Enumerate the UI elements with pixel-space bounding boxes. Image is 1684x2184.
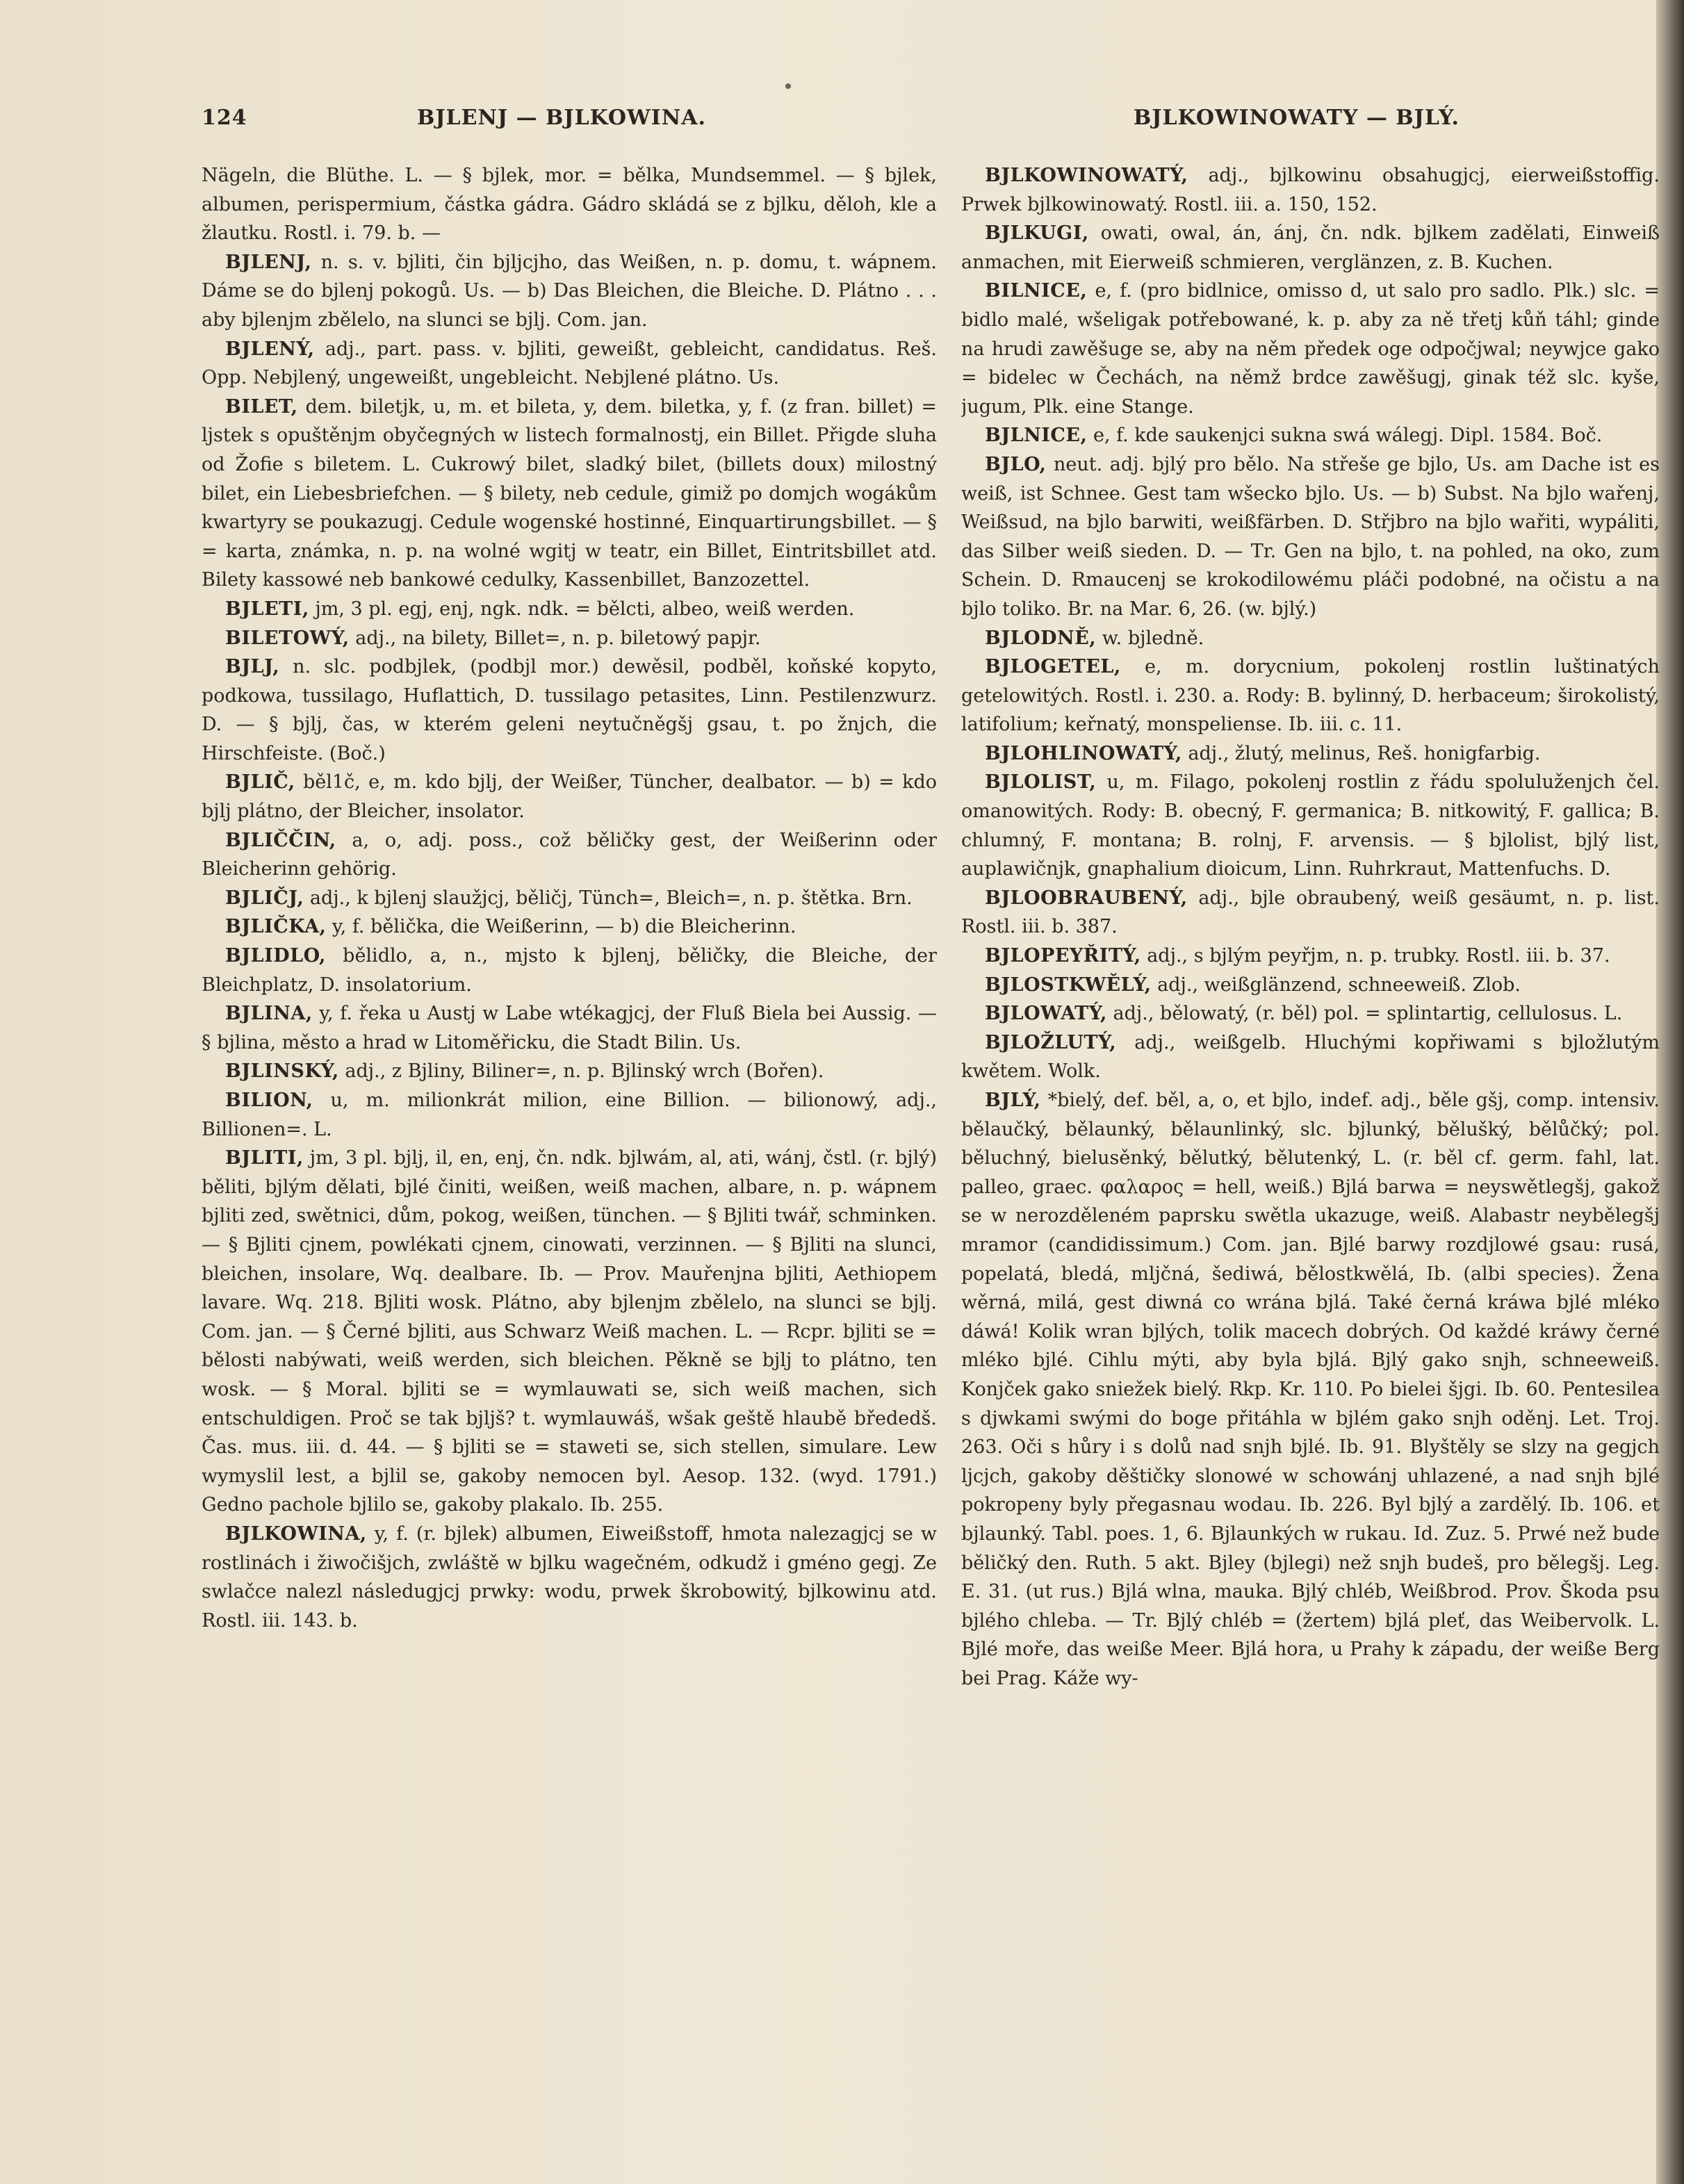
dictionary-entry bbox=[202, 624, 937, 653]
page-edge-shadow bbox=[1656, 0, 1684, 2184]
dictionary-entry bbox=[961, 942, 1660, 971]
entry-text: a, o, adj. poss., což běličky gest, der Weißerinn oder Bleicherinn gehörig. bbox=[202, 829, 937, 880]
dictionary-entry bbox=[202, 912, 937, 942]
entry-headword: BJLKOWINOWATÝ, bbox=[985, 165, 1188, 186]
dictionary-entry bbox=[961, 999, 1660, 1028]
entry-text: bělidlo, a, n., mjsto k bjlenj, běličky, die Bleiche, der Bleichplatz, D. insolatorium. bbox=[202, 945, 937, 996]
dictionary-entry bbox=[202, 768, 937, 826]
right-running-title: BJLKOWINOWATY — BJLÝ. bbox=[1133, 106, 1460, 130]
entry-text: adj., bjle obraubený, weiß gesäumt, n. p. list. Rostl. iii. b. 387. bbox=[961, 887, 1660, 938]
dictionary-entry bbox=[202, 1144, 937, 1520]
entry-text: y, f. (r. bjlek) albumen, Eiweißstoff, hmota nalezagjcj se w rostlinách i žiwočišjch, zwláště w bjlku wagečném, odkudž i gméno gegj. Ze swlačce nalezl následugjcj prwky: wodu, prwek škrobowitý, bjlkowinu atd. Rostl. iii. 143. b. bbox=[202, 1522, 937, 1632]
entry-text: owati, owal, án, ánj, čn. ndk. bjlkem zadělati, Einweiß anmachen, mit Eierweiß schmieren, verglänzen, z. B. Kuchen. bbox=[961, 222, 1660, 273]
dictionary-entry bbox=[202, 595, 937, 624]
entry-headword: BJLIČKA, bbox=[225, 916, 327, 938]
entry-text: e, f. (pro bidlnice, omisso d, ut salo pro sadlo. Plk.) slc. = bidlo malé, wšeligak potřebowané, k. p. aby za ně třetj kůň táhl; ginde na hrudi zawěšuge se, aby na něm předek oge odpočjwal; neywjce gako = bidelec w Čechách, na němž brdce zawěšugj, ginak též slc. kyše, jugum, Plk. eine Stange. bbox=[961, 280, 1660, 418]
entry-headword: BILION, bbox=[225, 1090, 313, 1111]
entry-text: adj., bělowatý, (r. běl) pol. = splintartig, cellulosus. L. bbox=[1106, 1003, 1623, 1025]
dictionary-entry bbox=[961, 450, 1660, 624]
entry-headword: BJLJ, bbox=[225, 656, 280, 678]
entry-text: jm, 3 pl. bjlj, il, en, enj, čn. ndk. bjlwám, al, ati, wánj, čstl. (r. bjlý) běliti, bjlým dělati, bjlé činiti, weißen, weiß machen, albare, n. p. wápnem bjliti zed, swětnici, dům, pokog, weißen, tünchen. — § Bjliti twář, schminken. — § Bjliti cjnem, powlékati cjnem, cinowati, verzinnen. — § Bjliti na slunci, bleichen, insolare, Wq. dealbare. Ib. — Prov. Mauřenjna bjliti, Aethiopem lavare. Wq. 218. Bjliti wosk. Plátno, aby bjlenjm zbělelo, na slunci se bjlj. Com. jan. — § Černé bjliti, aus Schwarz Weiß machen. L. — Rcpr. bjliti se = bělosti nabýwati, weiß werden, sich bleichen. Pěkně se bjlj to plátno, ten wosk. — § Moral. bjliti se = wymlauwati se, sich weiß machen, sich entschuldigen. Proč se tak bjljš? t. wymlauwáš, wšak geště hlaubě břededš. Čas. mus. iii. d. 44. — § bjliti se = staweti se, sich stellen, simulare. Lew wymyslil lest, a bjlil se, gakoby nemocen byl. Aesop. 132. (wyd. 1791.) Gedno pachole bjlilo se, gakoby plakalo. Ib. 255. bbox=[202, 1147, 937, 1516]
page-number: 124 bbox=[202, 106, 247, 130]
dictionary-entry bbox=[961, 971, 1660, 1000]
dictionary-entry bbox=[961, 768, 1660, 883]
entry-headword: BJLKUGI, bbox=[985, 222, 1089, 245]
entry-headword: BJLIČČIN, bbox=[225, 829, 336, 851]
entry-text: u, m. milionkrát milion, eine Billion. — bilionowý, adj., Billionen=. L. bbox=[202, 1090, 937, 1140]
entry-text: adj., s bjlým peyřjm, n. p. trubky. Rostl. iii. b. 37. bbox=[1141, 945, 1610, 967]
dictionary-entry bbox=[202, 1520, 937, 1635]
entry-headword: BJLITI, bbox=[225, 1147, 304, 1169]
dictionary-entry bbox=[202, 393, 937, 595]
entry-headword: BJLOWATÝ, bbox=[985, 1003, 1107, 1025]
entry-headword: BJLINSKÝ, bbox=[225, 1060, 339, 1083]
entry-headword: BJLENÝ, bbox=[225, 338, 315, 360]
entry-text: běl1č, e, m. kdo bjlj, der Weißer, Tüncher, dealbator. — b) = kdo bjlj plátno, der Bleicher, insolator. bbox=[202, 771, 937, 823]
dictionary-entry bbox=[202, 884, 937, 913]
dictionary-entry bbox=[961, 1028, 1660, 1086]
entry-text: adj., weißgelb. Hluchými kopřiwami s bjložlutým kwětem. Wolk. bbox=[961, 1031, 1660, 1083]
entry-headword: BJLIČ, bbox=[225, 771, 295, 794]
entry-headword: BJLINA, bbox=[225, 1003, 313, 1025]
left-running-title: BJLENJ — BJLKOWINA. bbox=[417, 106, 706, 130]
dictionary-entry bbox=[202, 1086, 937, 1144]
left-column bbox=[202, 161, 937, 2156]
entry-headword: BILETOWÝ, bbox=[225, 627, 350, 649]
dictionary-entry bbox=[961, 219, 1660, 277]
entry-headword: BJLOSTKWĚLÝ, bbox=[985, 974, 1152, 996]
entry-text: jm, 3 pl. egj, enj, ngk. ndk. = bělcti, albeo, weiß werden. bbox=[309, 598, 855, 620]
entry-text: e, m. dorycnium, pokolenj rostlin luštinatých getelowitých. Rostl. i. 230. a. Rody: B. bylinný, D. herbaceum; širokolistý, latifolium; keřnatý, monspeliense. Ib. iii. c. 11. bbox=[961, 656, 1660, 736]
entry-headword: BILET, bbox=[225, 395, 298, 418]
entry-text: y, f. bělička, die Weißerinn, — b) die Bleicherinn. bbox=[326, 916, 796, 938]
dictionary-entry bbox=[961, 1086, 1660, 1693]
entry-headword: BJLODNĚ, bbox=[985, 627, 1097, 649]
entry-headword: BJLOGETEL, bbox=[985, 656, 1121, 678]
dictionary-entry bbox=[202, 248, 937, 335]
entry-headword: BJLIČJ, bbox=[225, 887, 304, 909]
dictionary-entry bbox=[202, 1057, 937, 1086]
entry-headword: BJLIDLO, bbox=[225, 945, 326, 967]
dictionary-entry bbox=[202, 335, 937, 393]
entry-headword: BJLETI, bbox=[225, 598, 309, 620]
dictionary-entry bbox=[961, 277, 1660, 421]
dictionary-entry bbox=[202, 826, 937, 884]
entry-text: w. bjledně. bbox=[1096, 627, 1204, 649]
dictionary-entry bbox=[961, 739, 1660, 769]
entry-text: adj., k bjlenj slaužjcj, běličj, Tünch=, Bleich=, n. p. štětka. Brn. bbox=[304, 887, 913, 909]
entry-text: *bielý, def. běl, a, o, et bjlo, indef. adj., běle gšj, comp. intensiv. bělaučký, bělaunký, bělaunlinký, slc. bjlunký, bělušký, bělůčký; pol. běluchný, bielusěnký, bělutký, bělutenký, L. (r. běl cf. germ. fahl, lat. palleo, graec. φαλαρος = hell, weiß.) Bjlá barwa = neyswětlegšj, gakož se w nerozděleném paprsku swětla ukazuge, weiß. Alabastr neybělegšj mramor (candidissimum.) Com. jan. Bjlé barwy rozdjlowé gsau: rusá, popelatá, bledá, mljčná, šediwá, bělostkwělá, Ib. (albi species). Žena wěrná, milá, gest diwná co wrána bjlá. Také černá kráwa bjlé mléko dáwá! Kolik wran bjlých, tolik macech dobrých. Od každé kráwy černé mléko bjlé. Cihlu mýti, aby byla bjlá. Bjlý gako snjh, schneeweiß. Konjček gako sniežek bielý. Rkp. Kr. 110. Po bielei šjgi. Ib. 60. Pentesilea s djwkami swými do boge přitáhla w bjlém gako snjh oděnj. Let. Troj. 263. Oči s hůry i s dolů nad snjh bjlé. Ib. 91. Blyštěly se slzy na gegjch ljcjch, gakoby děštičky slonowé w schowánj uhlazené, a nad snjh bjlé pokropeny byly přegasnau wodau. Ib. 226. Byl bjlý a zardělý. Ib. 106. et bjlaunký. Tabl. poes. 1, 6. Bjlaunkých w rukau. Id. Zuz. 5. Prwé než bude běličký den. Ruth. 5 akt. Bjley (bjlegi) než snjh budeš, pro bělegšj. Leg. E. 31. (ut rus.) Bjlá wlna, mauka. Bjlý chléb, Weißbrod. Prov. Škoda psu bjlého chleba. — Tr. Bjlý chléb = (žertem) bjlá pleť, das Weibervolk. L. Bjlé moře, das weiße Meer. Bjlá hora, u Prahy k západu, der weiße Berg bei Prag. Káže wy- bbox=[961, 1090, 1660, 1689]
dictionary-entry bbox=[202, 999, 937, 1057]
right-column bbox=[961, 161, 1660, 2156]
entry-text: adj., part. pass. v. bjliti, geweißt, gebleicht, candidatus. Reš. Opp. Nebjlený, ungeweißt, ungebleicht. Nebjlené plátno. Us. bbox=[202, 338, 937, 389]
entry-headword: BJLO, bbox=[985, 453, 1047, 475]
entry-headword: BJLOPEYŘITÝ, bbox=[985, 945, 1141, 967]
entry-text: e, f. kde saukenjci sukna swá wálegj. Dipl. 1584. Boč. bbox=[1087, 425, 1603, 447]
entry-text: n. s. v. bjliti, čin bjljcjho, das Weißen, n. p. domu, t. wápnem. Dáme se do bjlenj pokogů. Us. — b) Das Bleichen, die Bleiche. D. Plátno . . . aby bjlenjm zbělelo, na slunci se bjlj. Com. jan. bbox=[202, 251, 937, 331]
entry-headword: BILNICE, bbox=[985, 280, 1088, 302]
entry-text: Nägeln, die Blüthe. L. — § bjlek, mor. = bělka, Mundsemmel. — § bjlek, albumen, perispermium, částka gádra. Gádro skládá se z bjlku, děloh, kle a žlautku. Rostl. i. 79. b. — bbox=[202, 165, 937, 245]
entry-text: u, m. Filago, pokolenj rostlin z řádu spoluluženjch čel. omanowitých. Rody: B. obecný, F. germanica; B. nitkowitý, F. gallica; B. chlumný, F. montana; B. rolnj, F. arvensis. — § bjlolist, bjlý list, auplawičnjk, gnaphalium dioicum, Linn. Ruhrkraut, Mattenfuchs. D. bbox=[961, 771, 1660, 880]
entry-continuation bbox=[202, 161, 937, 248]
entry-headword: BJLNICE, bbox=[985, 425, 1088, 447]
entry-text: adj., na bilety, Billet=, n. p. biletowý papjr. bbox=[349, 627, 761, 649]
dictionary-entry bbox=[202, 652, 937, 768]
page-header bbox=[202, 106, 1460, 136]
dictionary-entry bbox=[202, 942, 937, 999]
entry-text: adj., bjlkowinu obsahugjcj, eierweißstoffig. Prwek bjlkowinowatý. Rostl. iii. a. 150, 152. bbox=[961, 165, 1660, 215]
dictionary-entry bbox=[961, 884, 1660, 942]
entry-headword: BJLKOWINA, bbox=[225, 1522, 367, 1545]
entry-text: dem. biletjk, u, m. et bileta, y, dem. biletka, y, f. (z fran. billet) = ljstek s opuštěnjm obyčegných w listech formalnostj, ein Billet. Přigde sluha od Žofie s biletem. L. Cukrowý bilet, sladký bilet, (billets doux) milostný bilet, ein Liebesbriefchen. — § bilety, neb cedule, gimiž po domjch wogákům kwartyry se poukazugj. Cedule wogenské hostinné, Einquartirungsbillet. — § = karta, známka, n. p. na wolné wgitj w teatr, ein Billet, Eintritsbillet atd. Bilety kassowé neb bankowé cedulky, Kassenbillet, Banzozettel. bbox=[202, 395, 937, 591]
entry-text: adj., weißglänzend, schneeweiß. Zlob. bbox=[1151, 974, 1521, 996]
dictionary-entry bbox=[961, 161, 1660, 219]
entry-text: n. slc. podbjlek, (podbjl mor.) dewěsil, podběl, koňské kopyto, podkowa, tussilago, Huflattich, D. tussilago petasites, Linn. Pestilenzwurz. D. — § bjlj, čas, w kterém geleni neytučněgšj gsau, t. po žnjch, die Hirschfeiste. (Boč.) bbox=[202, 656, 937, 764]
entry-text: y, f. řeka u Austj w Labe wtékagjcj, der Fluß Biela bei Aussig. — § bjlina, město a hrad w Litoměřicku, die Stadt Bilin. Us. bbox=[202, 1003, 937, 1053]
print-speck bbox=[785, 83, 791, 89]
entry-headword: BJLOŽLUTÝ, bbox=[985, 1031, 1117, 1053]
dictionary-entry bbox=[961, 624, 1660, 653]
entry-headword: BJLOLIST, bbox=[985, 771, 1097, 794]
dictionary-entry bbox=[961, 421, 1660, 450]
entry-headword: BJLÝ, bbox=[985, 1090, 1041, 1111]
entry-headword: BJLENJ, bbox=[225, 251, 312, 273]
entry-headword: BJLOOBRAUBENÝ, bbox=[985, 887, 1188, 909]
entry-text: neut. adj. bjlý pro bělo. Na střeše ge bjlo, Us. am Dache ist es weiß, ist Schnee. Gest tam wšecko bjlo. Us. — b) Subst. Na bjlo wařenj, Weißsud, na bjlo barwiti, weißfärben. D. Střjbro na bjlo wařiti, wypáliti, das Silber weiß sieden. D. — Tr. Gen na bjlo, t. na pohled, na oko, zum Schein. D. Rmaucenj se krokodilowému pláči podobné, na očistu a na bjlo toliko. Br. na Mar. 6, 26. (w. bjlý.) bbox=[961, 453, 1660, 620]
entry-text: adj., žlutý, melinus, Reš. honigfarbig. bbox=[1182, 742, 1541, 764]
entry-text: adj., z Bjliny, Biliner=, n. p. Bjlinský wrch (Bořen). bbox=[338, 1060, 824, 1083]
entry-headword: BJLOHLINOWATÝ, bbox=[985, 742, 1182, 764]
dictionary-entry bbox=[961, 652, 1660, 739]
